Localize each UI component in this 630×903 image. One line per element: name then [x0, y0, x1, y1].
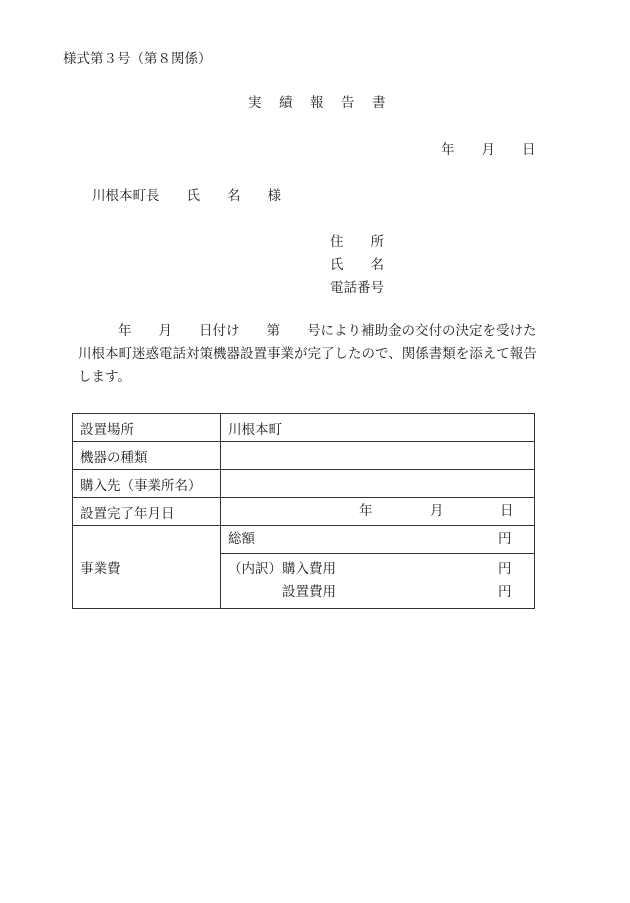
report-table: [72, 413, 535, 609]
location-label: 設置場所: [73, 414, 221, 442]
location-value[interactable]: 川根本町: [221, 414, 535, 442]
vendor-label: 購入先（事業所名）: [73, 470, 221, 498]
body-line-1: 年 月 日付け 第 号により補助金の交付の決定を受けた: [118, 323, 537, 339]
total-cost-cell[interactable]: [221, 526, 535, 554]
vendor-value[interactable]: [221, 470, 535, 498]
day-unit: 日: [500, 503, 514, 519]
table-row: [73, 498, 535, 526]
purchase-yen: 円: [498, 561, 512, 577]
install-label: 設置費用: [282, 584, 336, 600]
date-line: 年 月 日: [441, 142, 536, 158]
body-paragraph: [78, 320, 568, 389]
cost-label: 事業費: [73, 526, 221, 609]
table-row: [73, 470, 535, 498]
breakdown-cell[interactable]: [221, 554, 535, 609]
month-unit: 月: [430, 503, 444, 519]
completion-date-label: 設置完了年月日: [73, 498, 221, 526]
total-yen: 円: [498, 531, 512, 547]
document-title: 実 績 報 告 書: [248, 95, 388, 111]
body-line-3: します。: [78, 369, 131, 385]
address-label: 住 所: [330, 234, 384, 250]
device-type-label: 機器の種類: [73, 442, 221, 470]
install-yen: 円: [498, 584, 512, 600]
total-label: 総額: [228, 531, 255, 547]
completion-date-value[interactable]: [221, 498, 535, 526]
name-label: 氏 名: [330, 257, 384, 273]
table-row: [73, 526, 535, 554]
purchase-label: （内訳）購入費用: [228, 561, 336, 577]
body-line-2: 川根本町迷惑電話対策機器設置事業が完了したので、関係書類を添えて報告: [78, 346, 537, 362]
device-type-value[interactable]: [221, 442, 535, 470]
addressee: 川根本町長 氏 名 様: [92, 188, 281, 204]
table-row: [73, 414, 535, 442]
table-row: [73, 442, 535, 470]
form-number: 様式第３号（第８関係）: [63, 51, 212, 67]
phone-label: 電話番号: [330, 280, 384, 296]
year-unit: 年: [359, 503, 373, 519]
